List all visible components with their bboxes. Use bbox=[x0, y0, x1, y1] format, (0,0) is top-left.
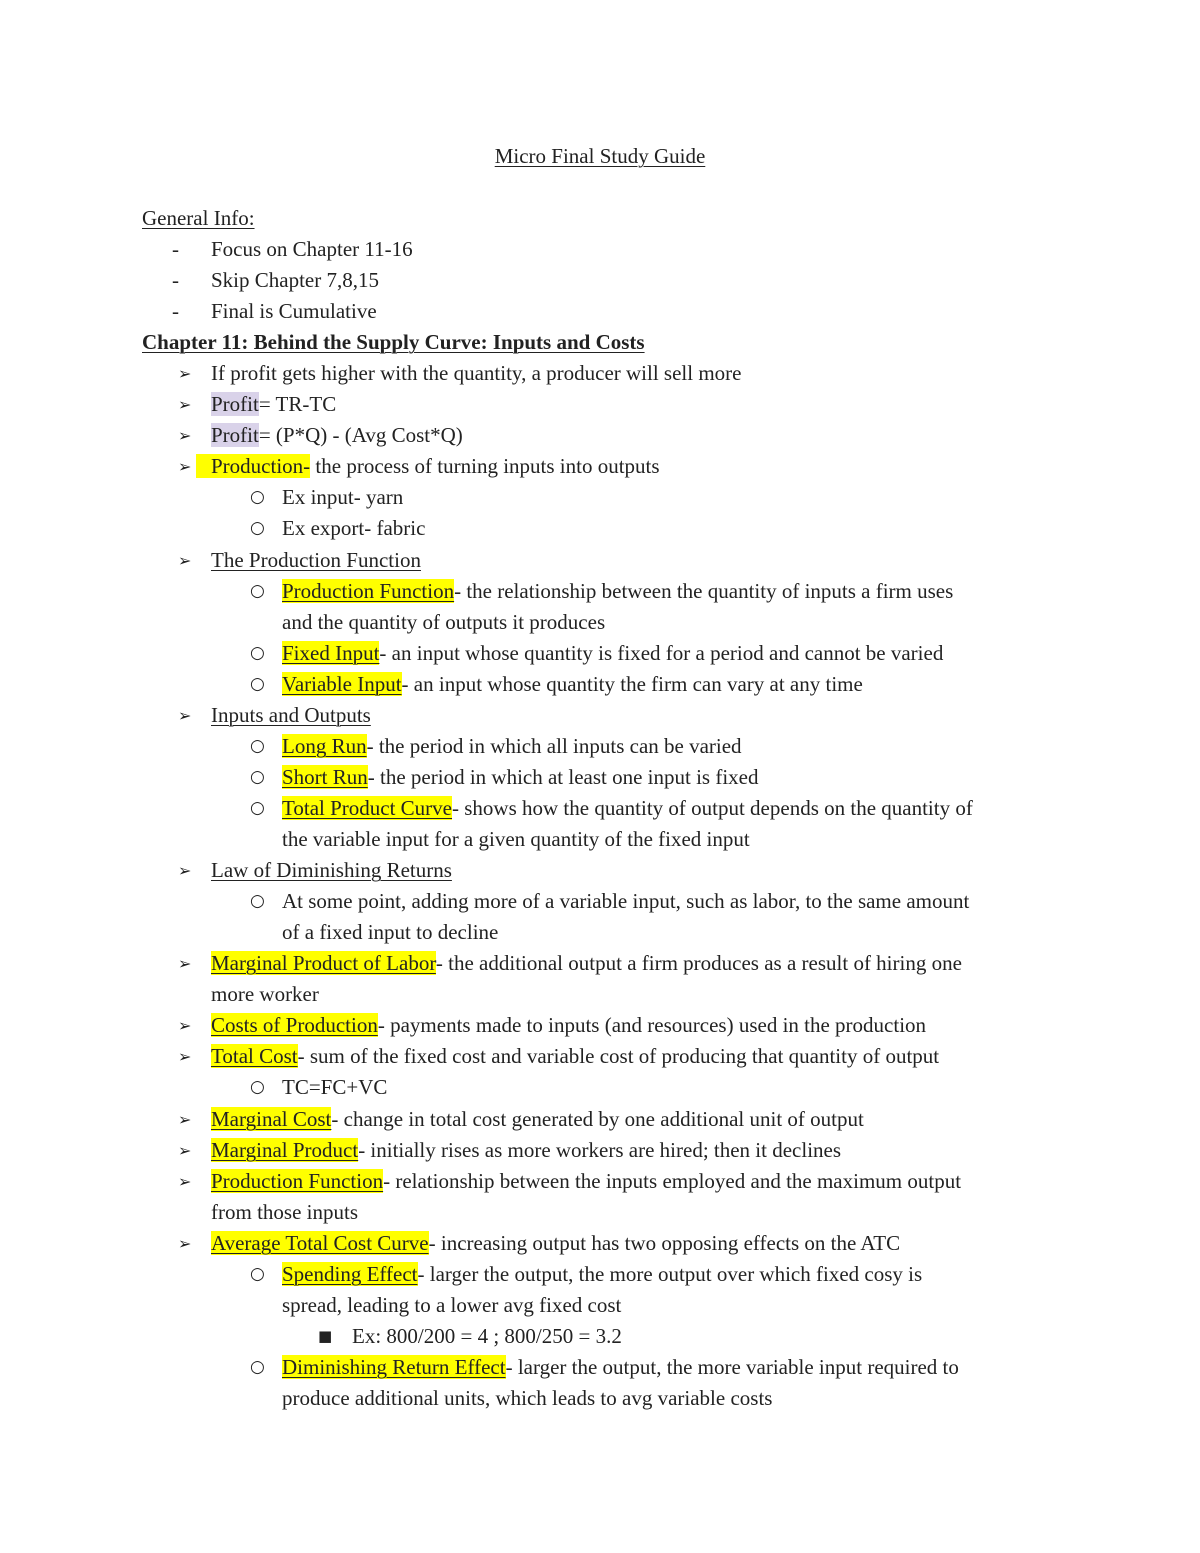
arrow-bullet-icon: ➢ bbox=[178, 457, 192, 476]
circle-bullet-icon: ○ bbox=[250, 1264, 265, 1284]
list-item: Total Product Curve- shows how the quantity of output depends on the quantity of bbox=[282, 796, 973, 820]
subheading: Inputs and Outputs bbox=[211, 703, 371, 727]
list-item-continuation: of a fixed input to decline bbox=[282, 920, 499, 944]
page-title: Micro Final Study Guide bbox=[494, 144, 706, 168]
list-item: Long Run- the period in which all inputs can be varied bbox=[282, 734, 742, 758]
list-item: Skip Chapter 7,8,15 bbox=[211, 268, 379, 292]
circle-bullet-icon: ○ bbox=[250, 767, 265, 787]
arrow-bullet-icon: ➢ bbox=[178, 954, 192, 973]
list-item: Production Function- relationship between the inputs employed and the maximum output bbox=[211, 1169, 962, 1193]
circle-bullet-icon: ○ bbox=[250, 674, 265, 694]
list-item: Fixed Input- an input whose quantity is fixed for a period and cannot be varied bbox=[282, 641, 944, 665]
square-bullet-icon: ■ bbox=[318, 1327, 333, 1345]
list-item: Total Cost- sum of the fixed cost and variable cost of producing that quantity of output bbox=[211, 1044, 940, 1068]
arrow-bullet-icon: ➢ bbox=[178, 1141, 192, 1160]
subheading: The Production Function bbox=[211, 548, 421, 572]
list-item-continuation: spread, leading to a lower avg fixed cost bbox=[282, 1293, 622, 1317]
arrow-bullet-icon: ➢ bbox=[178, 861, 192, 880]
list-item: At some point, adding more of a variable input, such as labor, to the same amount bbox=[282, 889, 970, 913]
circle-bullet-icon: ○ bbox=[250, 736, 265, 756]
arrow-bullet-icon: ➢ bbox=[178, 1110, 192, 1129]
list-item-continuation: from those inputs bbox=[211, 1200, 358, 1224]
arrow-bullet-icon: ➢ bbox=[178, 364, 192, 383]
list-item-continuation: produce additional units, which leads to avg variable costs bbox=[282, 1386, 773, 1410]
list-item: Final is Cumulative bbox=[211, 299, 377, 323]
list-item: Spending Effect- larger the output, the more output over which fixed cosy is bbox=[282, 1262, 923, 1286]
arrow-bullet-icon: ➢ bbox=[178, 706, 192, 725]
list-item: Profit= TR-TC bbox=[211, 392, 337, 416]
list-item: Variable Input- an input whose quantity the firm can vary at any time bbox=[282, 672, 863, 696]
arrow-bullet-icon: ➢ bbox=[178, 1234, 192, 1253]
circle-bullet-icon: ○ bbox=[250, 581, 265, 601]
arrow-bullet-icon: ➢ bbox=[178, 395, 192, 414]
dash-bullet: - bbox=[172, 268, 179, 292]
list-item: Costs of Production- payments made to inputs (and resources) used in the production bbox=[211, 1013, 927, 1037]
list-item: Marginal Product- initially rises as more workers are hired; then it declines bbox=[211, 1138, 842, 1162]
list-item: Production- the process of turning inputs into outputs bbox=[196, 451, 660, 482]
circle-bullet-icon: ○ bbox=[250, 1077, 265, 1097]
list-item-continuation: more worker bbox=[211, 982, 319, 1006]
list-item: Marginal Cost- change in total cost generated by one additional unit of output bbox=[211, 1107, 864, 1131]
list-item: Average Total Cost Curve- increasing output has two opposing effects on the ATC bbox=[211, 1231, 901, 1255]
list-item: Production Function- the relationship between the quantity of inputs a firm uses bbox=[282, 579, 954, 603]
chapter-heading: Chapter 11: Behind the Supply Curve: Inputs and Costs bbox=[142, 330, 645, 354]
arrow-bullet-icon: ➢ bbox=[178, 1016, 192, 1035]
list-item-continuation: the variable input for a given quantity of the fixed input bbox=[282, 827, 750, 851]
list-item: Profit= (P*Q) - (Avg Cost*Q) bbox=[211, 423, 463, 447]
arrow-bullet-icon: ➢ bbox=[178, 426, 192, 445]
formula: TC=FC+VC bbox=[282, 1075, 388, 1099]
dash-bullet: - bbox=[172, 299, 179, 323]
arrow-bullet-icon: ➢ bbox=[178, 551, 192, 570]
dash-bullet: - bbox=[172, 237, 179, 261]
circle-bullet-icon: ○ bbox=[250, 891, 265, 911]
circle-bullet-icon: ○ bbox=[250, 487, 265, 507]
list-item: Diminishing Return Effect- larger the output, the more variable input required to bbox=[282, 1355, 959, 1379]
circle-bullet-icon: ○ bbox=[250, 643, 265, 663]
circle-bullet-icon: ○ bbox=[250, 798, 265, 818]
list-item: Short Run- the period in which at least one input is fixed bbox=[282, 765, 759, 789]
subheading: Law of Diminishing Returns bbox=[211, 858, 452, 882]
general-info-heading: General Info: bbox=[142, 206, 255, 230]
list-item: If profit gets higher with the quantity, a producer will sell more bbox=[211, 361, 742, 385]
list-item-continuation: and the quantity of outputs it produces bbox=[282, 610, 606, 634]
example-item: Ex: 800/200 = 4 ; 800/250 = 3.2 bbox=[352, 1324, 622, 1348]
list-item: Ex export- fabric bbox=[282, 516, 426, 540]
circle-bullet-icon: ○ bbox=[250, 1357, 265, 1377]
list-item: Marginal Product of Labor- the additional output a firm produces as a result of hiring one bbox=[211, 951, 962, 975]
arrow-bullet-icon: ➢ bbox=[178, 1047, 192, 1066]
arrow-bullet-icon: ➢ bbox=[178, 1172, 192, 1191]
circle-bullet-icon: ○ bbox=[250, 518, 265, 538]
list-item: Focus on Chapter 11-16 bbox=[211, 237, 413, 261]
list-item: Ex input- yarn bbox=[282, 485, 404, 509]
